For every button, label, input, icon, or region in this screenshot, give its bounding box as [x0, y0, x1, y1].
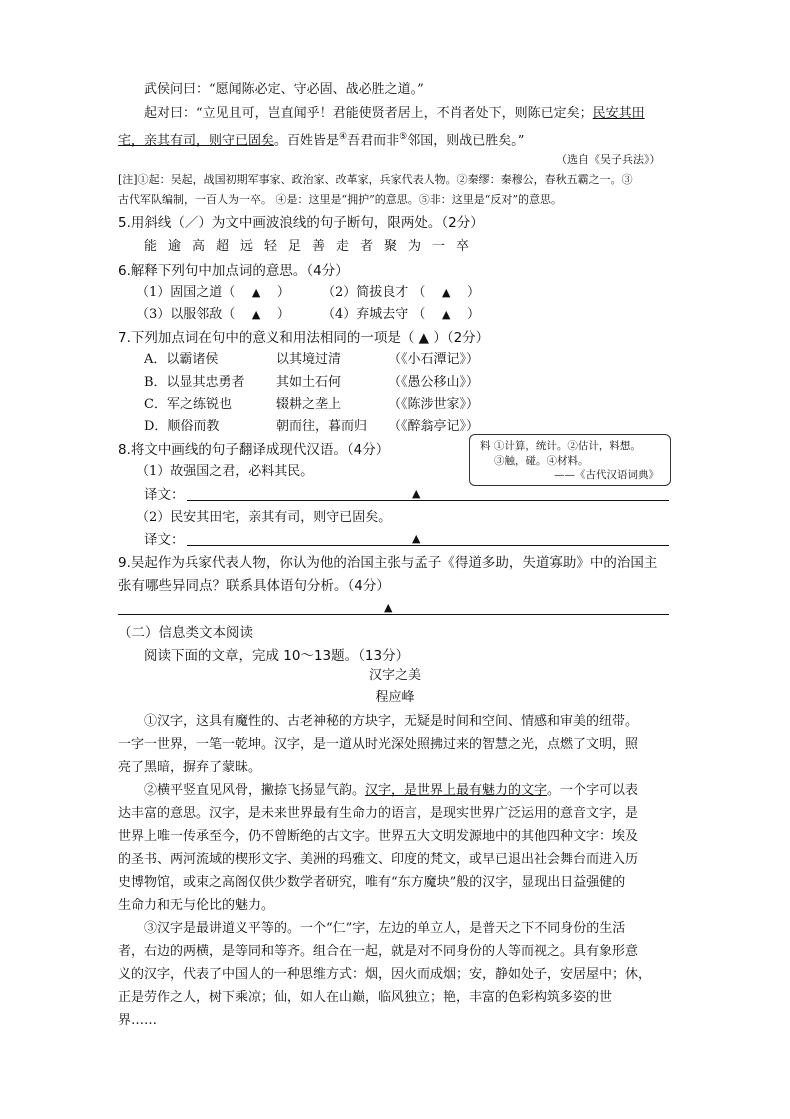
- article-p1-line-2: 一字一世界，一笔一乾坤。汉字，是一道从时光深处照拂过来的智慧之光，点燃了文明，照: [118, 737, 639, 752]
- article-title: 汉字之美: [368, 668, 421, 683]
- article-p3-line-5: 界……: [118, 1013, 158, 1028]
- question-5: 5.用斜线（／）为文中画波浪线的句子断句，限两处。（2分）: [118, 215, 484, 231]
- text-line-1: 武侯问曰：“愿闻陈必定、守必固、战必胜之道。”: [144, 82, 424, 97]
- q8-answer-label-1: 译文：: [144, 487, 185, 503]
- article-p2-line-6: 生命力和无与伦比的魅力。: [118, 898, 275, 913]
- box-line-2: ③触，碰。④材料。: [494, 455, 589, 467]
- article-p3-line-3: 义的汉字，代表了中国人的一种思维方式：烟，因火而成烟；安，静如处子，安居屋中；休，: [118, 967, 652, 982]
- q7-option-a-source: （《小石潭记》）: [388, 352, 480, 367]
- question-9-line-1: 9.吴起作为兵家代表人物，你认为他的治国主张与孟子《得道多助，失道寡助》中的治国主: [118, 555, 658, 571]
- q9-answer-line[interactable]: [118, 614, 669, 615]
- q7-option-d-source: （《醉翁亭记》）: [388, 419, 480, 434]
- article-p3-line-4: 正是劳作之人，树下乘凉；仙，如人在山巅，临风独立；艳，丰富的色彩构筑多姿的世: [118, 990, 613, 1005]
- q7-option-b-source: （《愚公移山》）: [388, 375, 480, 390]
- q6-item-4: （4）弃城去守 （ ▲ ）: [322, 307, 480, 322]
- answer-triangle: ▲: [384, 601, 393, 614]
- q6-item-3: （3）以服邻敌（ ▲ ）: [136, 307, 290, 322]
- question-8: 8.将文中画线的句子翻译成现代汉语。（4分）: [118, 442, 390, 458]
- q8-item-1: （1）故强国之君，必料其民。: [136, 464, 314, 479]
- dictionary-note-box: [469, 434, 671, 486]
- article-p2-line-1: ②横平竖直见风骨，撇捺飞扬显气韵。汉字，是世界上最有魅力的文字。一个字可以表: [144, 783, 639, 798]
- article-p2-line-5: 史博物馆，或束之高阁仅供少数学者研究，唯有“东方魔块”般的汉字，显现出日益强健的: [118, 875, 626, 890]
- article-author: 程应峰: [375, 690, 415, 705]
- box-line-1: 料 ①计算，统计。②估计，料想。: [480, 440, 641, 452]
- text-line-2: 起对曰：“立见且可，岂直闻乎！君能使贤者居上，不肖者处下，则陈已定矣；民安其田: [144, 106, 645, 121]
- q6-item-2: （2）简拔良才 （ ▲ ）: [322, 285, 480, 300]
- q7-option-a-label: A．以霸诸侯: [144, 352, 219, 367]
- note-line-1: [注]①起：吴起，战国初期军事家、政治家、改革家，兵家代表人物。②秦缪：秦穆公，春秋五霸之一。③: [118, 173, 633, 186]
- article-p1-line-3: 亮了黑暗，摒弃了蒙昧。: [118, 760, 262, 775]
- q7-option-b-label: B．以显其忠勇者: [144, 375, 245, 390]
- q8-answer-line-2[interactable]: [187, 545, 669, 546]
- article-p2-line-4: 的圣书、两河流域的楔形文字、美洲的玛雅文、印度的梵文，或早已退出社会舞台而进入历: [118, 852, 639, 867]
- article-p2-line-2: 达丰富的意思。汉字，是未来世界最有生命力的语言，是现实世界广泛运用的意音文字，是: [118, 806, 639, 821]
- underlined-sentence: 汉字，是世界上最有魅力的文字: [365, 783, 548, 798]
- q7-option-d-label: D．顺俗而教: [144, 419, 220, 434]
- underlined-sentence: 民安其田: [592, 106, 645, 121]
- q7-option-a-pair: 以其境过清: [276, 352, 342, 367]
- question-7: 7.下列加点词在句中的意义和用法相同的一项是（ ▲ ）（2分）: [118, 330, 490, 346]
- article-p3-line-2: 者，右边的两横，是等同和等齐。组合在一起，就是对不同身份的人等而视之。具有象形意: [118, 944, 639, 959]
- q8-answer-line-1[interactable]: [187, 500, 669, 501]
- question-9-line-2: 张有哪些异同点？联系具体语句分析。（4分）: [118, 578, 390, 594]
- q7-option-c-label: C．军之练锐也: [144, 397, 232, 412]
- underlined-sentence-cont: 宅，亲其有司，则守已固矣: [118, 133, 275, 149]
- q7-option-c-source: （《陈涉世家》）: [388, 397, 480, 412]
- q8-item-2: （2）民安其田宅，亲其有司，则守已固矣。: [136, 510, 392, 525]
- question-6: 6.解释下列句中加点词的意思。（4分）: [118, 263, 349, 279]
- q7-option-c-pair: 辍耕之垄上: [276, 397, 342, 412]
- article-p1-line-1: ①汉字，这具有魔性的、古老神秘的方块字，无疑是时间和空间、情感和审美的纽带。: [144, 714, 639, 729]
- answer-triangle: ▲: [412, 487, 421, 500]
- q7-option-d-pair: 朝而往，暮而归: [276, 419, 368, 434]
- q5-sentence: 能逾高超远轻足善走者聚为一卒: [144, 239, 481, 254]
- section-heading: （二）信息类文本阅读: [118, 625, 253, 641]
- section-instruction: 阅读下面的文章，完成 10～13题。（13分）: [144, 648, 410, 664]
- answer-triangle: ▲: [412, 532, 421, 545]
- article-p2-line-3: 世界上唯一传承至今，仍不曾断绝的古文字。世界五大文明发源地中的其他四种文字：埃及: [118, 829, 639, 844]
- box-line-3: ——《古代汉语词典》: [554, 469, 659, 481]
- text-source: （选自《吴子兵法》）: [556, 153, 661, 166]
- note-line-2: 古代军队编制，一百人为一卒。 ④是：这里是“拥护”的意思。⑤非：这里是“反对”的意思。: [118, 193, 562, 206]
- article-p3-line-1: ③汉字是最讲道义平等的。一个“仁”字，左边的单立人，是普天之下不同身份的生活: [144, 921, 626, 936]
- q6-item-1: （1）固国之道（ ▲ ）: [136, 285, 290, 300]
- q8-answer-label-2: 译文：: [144, 532, 185, 548]
- q7-option-b-pair: 其如土石何: [276, 375, 342, 390]
- text-line-3: 宅，亲其有司，则守已固矣。百姓皆是④吾君而非⑤邻国，则战已胜矣。”: [118, 132, 525, 149]
